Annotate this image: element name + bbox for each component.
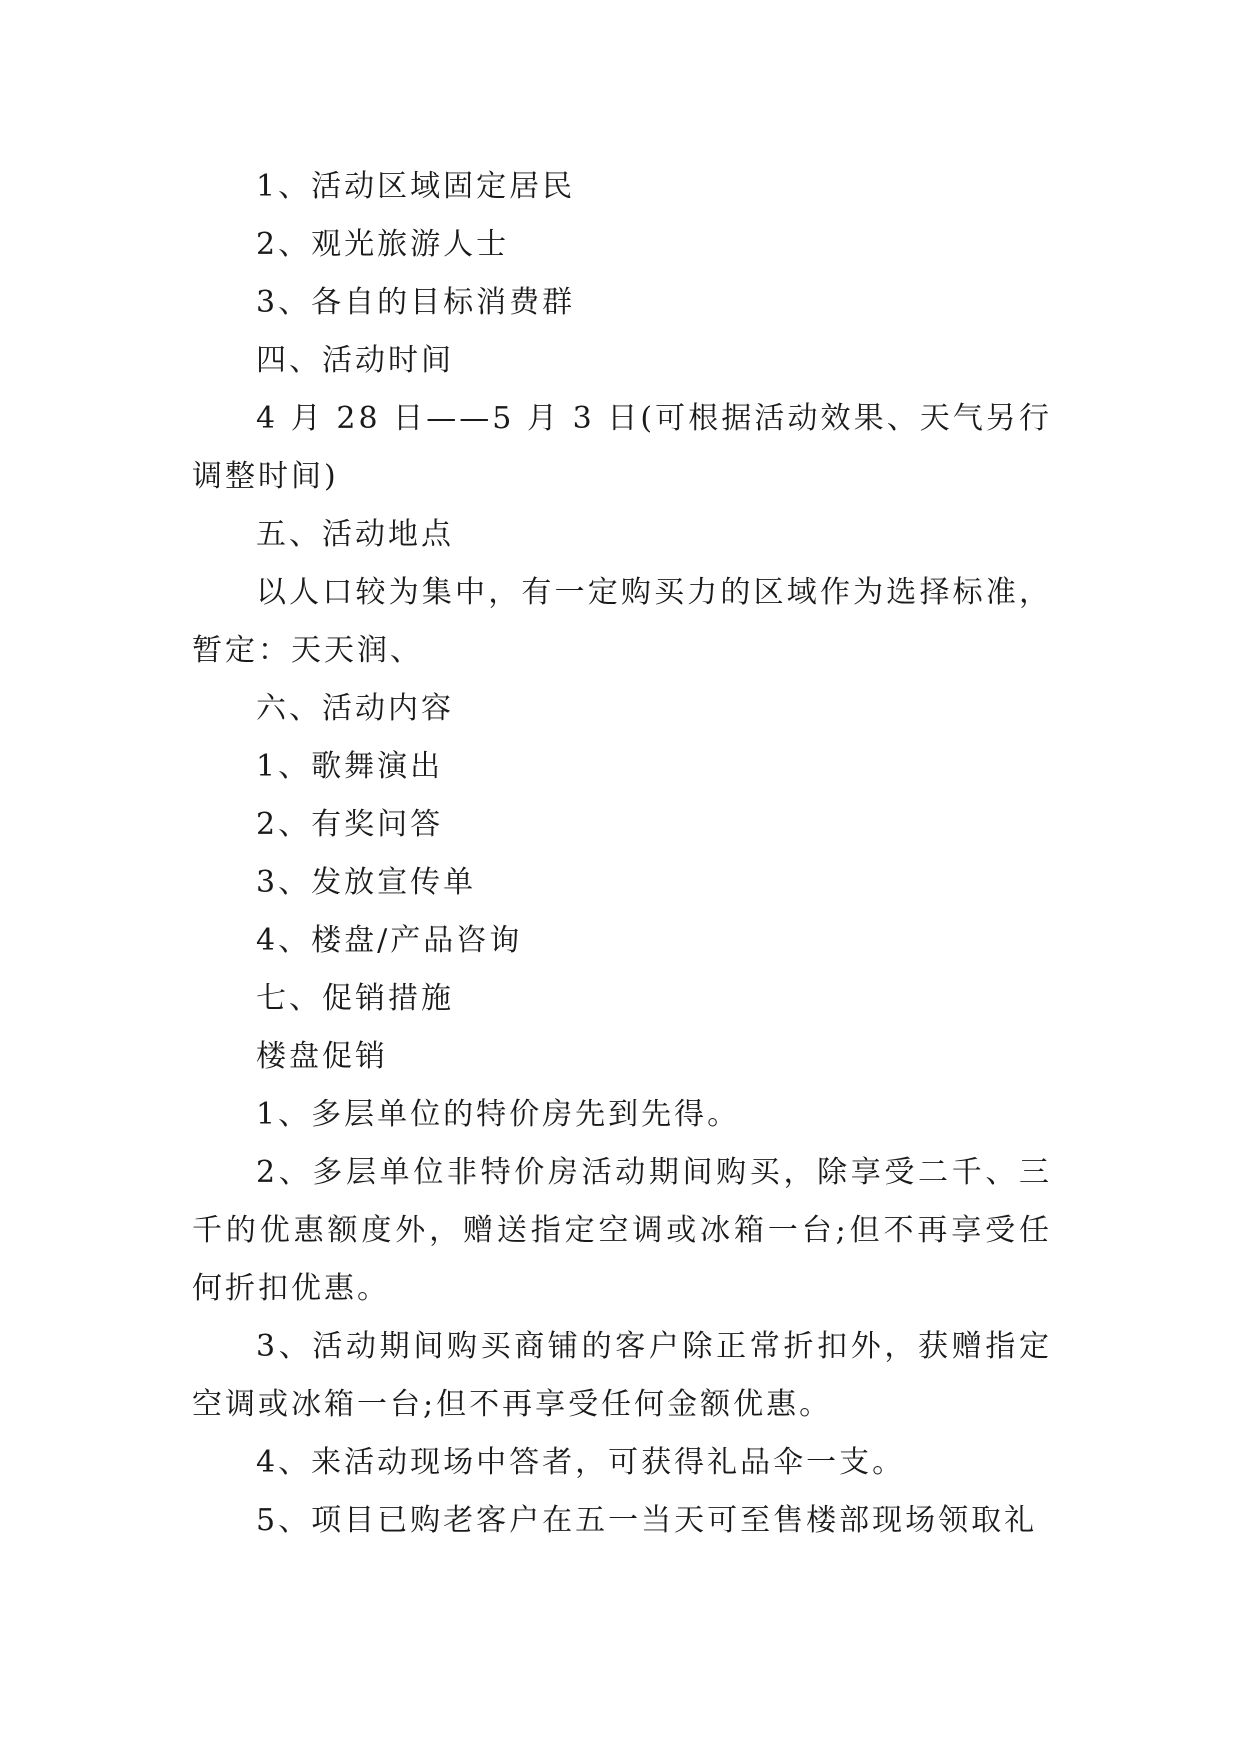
section-heading-time: 四、活动时间	[256, 343, 454, 378]
paragraph-location-detail: 以人口较为集中，有一定购买力的区域作为选择标准，暂定：天天润、	[192, 575, 1052, 668]
list-item-flyers: 3、发放宣传单	[256, 865, 477, 900]
list-item-umbrella-gift: 4、来活动现场中答者，可获得礼品伞一支。	[256, 1445, 906, 1480]
list-item-shop-purchase: 3、活动期间购买商铺的客户除正常折扣外，获赠指定空调或冰箱一台;但不再享受任何金额优惠。	[192, 1329, 1052, 1422]
list-item-tourists: 2、观光旅游人士	[256, 227, 510, 262]
list-item-quiz: 2、有奖问答	[256, 807, 444, 842]
subheading-property-promotion: 楼盘促销	[256, 1039, 388, 1074]
section-heading-content: 六、活动内容	[256, 691, 454, 726]
list-item-fixed-residents: 1、活动区域固定居民	[256, 169, 576, 204]
list-item-target-consumers: 3、各自的目标消费群	[256, 285, 576, 320]
document-body	[192, 158, 1052, 1550]
list-item-non-special-price: 2、多层单位非特价房活动期间购买，除享受二千、三千的优惠额度外，赠送指定空调或冰箱一台;但不再享受任何折扣优惠。	[192, 1155, 1052, 1306]
list-item-consulting: 4、楼盘/产品咨询	[256, 923, 523, 958]
section-heading-promotion: 七、促销措施	[256, 981, 454, 1016]
list-item-performance: 1、歌舞演出	[256, 749, 444, 784]
paragraph-time-detail: 4 月 28 日——5 月 3 日(可根据活动效果、天气另行调整时间)	[192, 401, 1052, 494]
list-item-old-customers: 5、项目已购老客户在五一当天可至售楼部现场领取礼	[256, 1503, 1038, 1538]
section-heading-location: 五、活动地点	[256, 517, 454, 552]
list-item-special-price: 1、多层单位的特价房先到先得。	[256, 1097, 741, 1132]
